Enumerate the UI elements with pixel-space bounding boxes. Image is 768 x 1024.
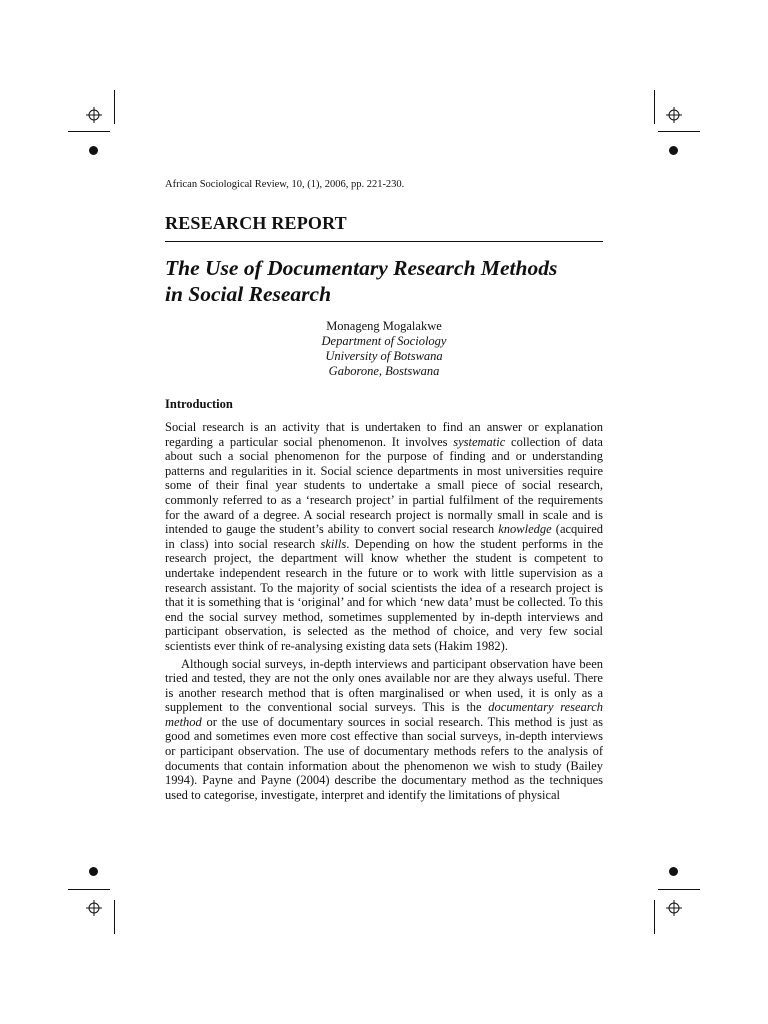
emphasis-documentary-research-method: documentary research method bbox=[165, 700, 604, 729]
section-label: RESEARCH REPORT bbox=[165, 213, 347, 233]
crop-mark-bottom-right-vertical bbox=[654, 900, 655, 934]
crop-mark-top-right-horizontal bbox=[658, 131, 700, 132]
registration-crosshair-icon bbox=[666, 107, 682, 123]
affiliation-city: Gaborone, Bostswana bbox=[328, 364, 440, 378]
registration-dot-icon bbox=[89, 867, 98, 876]
registration-dot-icon bbox=[669, 867, 678, 876]
crop-mark-bottom-right-horizontal bbox=[658, 889, 700, 890]
emphasis-systematic: systematic bbox=[453, 434, 506, 449]
article-title bbox=[165, 255, 605, 307]
paragraph-1: Social research is an activity that is undertaken to find an answer or explanation regarding a particular social phenomenon. It involves systematic collection of data about such a social phenomenon for the purpose of finding and or understanding patterns and regularities in it. Social science departments in most universities require some of their final year students to undertake a small piece of social research, commonly referred to as a ‘research project’ in partial fulfilment of the requirements for the award of a degree. A social research project is normally small in scale and is intended to gauge the student’s ability to convert social research knowledge (acquired in class) into social research skills. Depending on how the student performs in the research project, the department will know whether the student is competent to undertake independent research in the future or to work with little supervision as a research assistant. To the majority of social scientists the idea of a research project is that it is something that is ‘original’ and for which ‘new data’ must be collected. To this end the social survey method, sometimes supplemented by in-depth interviews and participant observation, is selected as the method of choice, and very few social scientists ever think of re-analysing existing data sets (Hakim 1982). bbox=[165, 420, 604, 653]
heading-rule bbox=[165, 241, 603, 242]
registration-crosshair-icon bbox=[86, 107, 102, 123]
article-title-line-1: The Use of Documentary Research Methods bbox=[165, 256, 558, 280]
journal-citation: African Sociological Review, 10, (1), 2006, pp. 221-230. bbox=[165, 179, 405, 190]
author-block bbox=[165, 319, 603, 379]
author-name: Monageng Mogalakwe bbox=[326, 319, 442, 333]
crop-mark-top-right-vertical bbox=[654, 90, 655, 124]
article-title-line-2: in Social Research bbox=[165, 282, 332, 306]
registration-dot-icon bbox=[669, 146, 678, 155]
registration-crosshair-icon bbox=[86, 900, 102, 916]
registration-crosshair-icon bbox=[666, 900, 682, 916]
paragraph-2: Although social surveys, in-depth interviews and participant observation have been tried and tested, they are not the only ones available nor are they always useful. There is another research method that is often marginalised or when used, it is only as a supplement to the conventional social surveys. This is the documentary research method or the use of documentary sources in social research. This method is just as good and sometimes even more cost effective than social surveys, in-depth interviews or participant observation. The use of documentary methods refers to the analysis of documents that contain information about the phenomenon we wish to study (Bailey 1994). Payne and Payne (2004) describe the documentary method as the techniques used to categorise, investigate, interpret and identify the limitations of physical bbox=[165, 656, 604, 802]
affiliation-university: University of Botswana bbox=[325, 349, 443, 363]
crop-mark-bottom-left-horizontal bbox=[68, 889, 110, 890]
emphasis-knowledge: knowledge bbox=[498, 522, 552, 537]
crop-mark-bottom-left-vertical bbox=[114, 900, 115, 934]
body-text bbox=[165, 420, 603, 802]
affiliation-department: Department of Sociology bbox=[321, 334, 447, 348]
crop-mark-top-left-horizontal bbox=[68, 131, 110, 132]
section-heading-introduction: Introduction bbox=[165, 397, 233, 411]
crop-mark-top-left-vertical bbox=[114, 90, 115, 124]
emphasis-skills: skills bbox=[320, 536, 347, 551]
registration-dot-icon bbox=[89, 146, 98, 155]
